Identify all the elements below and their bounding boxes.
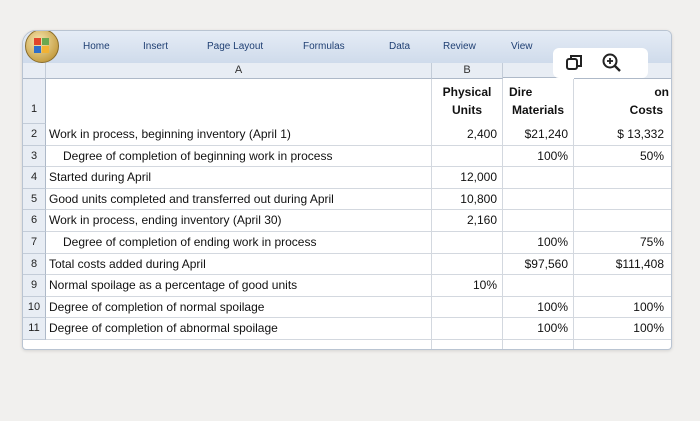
row-label: Degree of completion of ending work in process [63,235,317,249]
row-label: Degree of completion of beginning work in process [63,148,333,163]
materials-cell[interactable]: 100% [537,299,568,314]
units-cell[interactable]: 10,800 [460,191,497,206]
header-units: Units [452,103,482,117]
tab-insert[interactable]: Insert [143,41,169,52]
materials-cell[interactable]: $97,560 [524,256,568,271]
conversion-cell[interactable]: 100% [633,299,664,314]
spreadsheet-window [22,30,672,350]
conversion-cell[interactable]: 100% [633,321,664,336]
column-header-a[interactable]: A [46,63,432,79]
header-materials: Materials [511,103,565,117]
conversion-cell[interactable]: 75% [639,235,664,249]
row-label: Good units completed and transferred out during April [49,191,334,206]
row-header[interactable]: 10 [23,297,46,319]
units-cell[interactable]: 12,000 [460,170,497,185]
row-label: Started during April [49,170,152,185]
header-conversion: on [654,85,669,99]
copy-icon[interactable] [563,52,585,74]
row-header[interactable]: 5 [23,189,46,211]
row-header[interactable]: 3 [23,146,46,168]
tab-view[interactable]: View [511,41,533,52]
row-header[interactable]: 11 [23,318,46,340]
units-cell[interactable]: 10% [472,278,497,293]
select-all-corner[interactable] [23,63,46,79]
units-cell[interactable]: 2,400 [466,127,497,141]
row-header[interactable]: 7 [23,232,46,254]
row-header-1[interactable]: 1 [23,79,46,124]
header-direct: Dire [509,85,533,99]
row-header[interactable]: 9 [23,275,46,297]
materials-cell[interactable]: 100% [537,148,568,163]
conversion-cell[interactable]: 50% [639,148,664,163]
tab-review[interactable]: Review [443,41,476,52]
tab-data[interactable]: Data [389,41,411,52]
row-label: Degree of completion of abnormal spoilage [49,321,278,336]
zoom-in-icon[interactable] [601,52,623,74]
materials-cell[interactable]: 100% [537,321,568,336]
conversion-cell[interactable]: $ 13,332 [617,127,664,141]
row-label: Normal spoilage as a percentage of good units [49,278,298,293]
office-button[interactable] [25,30,59,63]
row-label: Work in process, beginning inventory (April 1) [49,127,291,141]
materials-cell[interactable]: 100% [537,235,568,249]
tab-page-layout[interactable]: Page Layout [207,41,264,52]
header-physical: Physical [442,85,492,99]
row-header[interactable]: 2 [23,124,46,146]
image-toolbar [553,48,648,78]
row-label: Total costs added during April [49,256,206,271]
units-cell[interactable]: 2,160 [466,213,497,228]
row-label: Work in process, ending inventory (April 30) [49,213,282,228]
tab-home[interactable]: Home [83,41,110,52]
row-header[interactable]: 6 [23,210,46,232]
row-label: Degree of completion of normal spoilage [49,299,265,314]
header-costs: Costs [629,103,663,117]
row-header[interactable]: 4 [23,167,46,189]
column-header-b[interactable]: B [432,63,503,79]
row-header[interactable]: 8 [23,254,46,276]
tab-formulas[interactable]: Formulas [303,41,345,52]
conversion-cell[interactable]: $111,408 [615,256,664,271]
materials-cell[interactable]: $21,240 [524,127,568,141]
